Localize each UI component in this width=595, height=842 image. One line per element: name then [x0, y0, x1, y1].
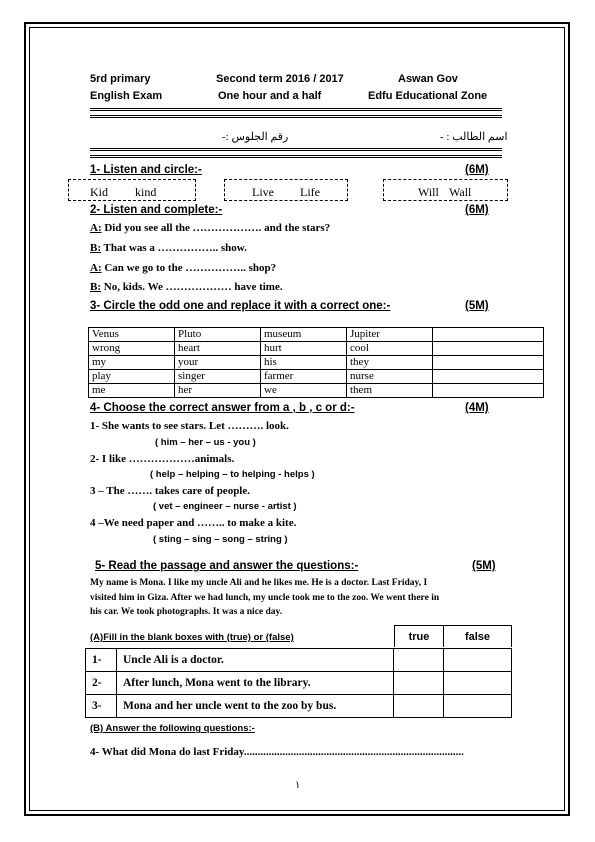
q1-word: Life [300, 185, 320, 199]
table-cell: her [175, 384, 261, 398]
table-cell: hurt [261, 342, 347, 356]
answer-cell[interactable] [433, 328, 544, 342]
row-number: 2- [86, 672, 117, 695]
student-name-field: اسم الطالب : - [440, 131, 508, 143]
table-cell: we [261, 384, 347, 398]
q4-title: 4- Choose the correct answer from a , b , c or d:- [90, 402, 355, 414]
statement: Uncle Ali is a doctor. [117, 649, 394, 672]
answer-cell[interactable] [433, 356, 544, 370]
q4-question: 3 – The ……. takes care of people. [90, 485, 250, 497]
q4-marks: (4M) [465, 402, 489, 414]
q1-word: Live [252, 185, 274, 199]
term-label: Second term 2016 / 2017 [216, 73, 344, 85]
true-false-table [85, 648, 512, 718]
table-cell: Pluto [175, 328, 261, 342]
table-cell: them [347, 384, 433, 398]
page-number: ١ [295, 780, 301, 791]
q4-options: ( vet – engineer – nurse - artist ) [153, 501, 297, 512]
passage-line: My name is Mona. I like my uncle Ali and he likes me. He is a doctor. Last Friday, I [90, 578, 428, 588]
dialogue-line: B: That was a …………….. show. [90, 242, 247, 254]
table-cell: Venus [89, 328, 175, 342]
duration-label: One hour and a half [218, 90, 322, 102]
passage-line: his car. We took photographs. It was a nice day. [90, 607, 283, 617]
table-cell: play [89, 370, 175, 384]
q1-marks: (6M) [465, 164, 489, 176]
row-number: 3- [86, 695, 117, 718]
separator-line [90, 148, 502, 151]
q3-marks: (5M) [465, 300, 489, 312]
q1-group-1 [68, 179, 196, 201]
true-cell[interactable] [394, 695, 444, 718]
q2-title: 2- Listen and complete:- [90, 204, 223, 216]
dialogue-line: A: Can we go to the …………….. shop? [90, 262, 277, 274]
table-cell: nurse [347, 370, 433, 384]
answer-cell[interactable] [433, 384, 544, 398]
table-cell: your [175, 356, 261, 370]
q4-question: 4 –We need paper and …….. to make a kite. [90, 517, 297, 529]
table-row [89, 370, 544, 384]
q1-group-3 [383, 179, 508, 201]
table-cell: his [261, 356, 347, 370]
q1-word: Will [418, 185, 439, 199]
q3-title: 3- Circle the odd one and replace it with a correct one:- [90, 300, 391, 312]
false-header: false [443, 625, 512, 647]
zone-label: Edfu Educational Zone [368, 90, 488, 102]
table-cell: Jupiter [347, 328, 433, 342]
table-cell: my [89, 356, 175, 370]
q4-options: ( him – her – us - you ) [155, 437, 256, 448]
q1-word: kind [135, 185, 157, 199]
q4-options: ( help – helping – to helping - helps ) [150, 469, 315, 480]
table-cell: singer [175, 370, 261, 384]
q1-word: Kid [90, 185, 108, 199]
q4-question: 1- She wants to see stars. Let ………. look. [90, 420, 289, 432]
table-cell: me [89, 384, 175, 398]
table-cell: farmer [261, 370, 347, 384]
part-a-title: (A)Fill in the blank boxes with (true) or (false) [90, 632, 294, 643]
q5-marks: (5M) [472, 560, 496, 572]
table-row [89, 328, 544, 342]
table-cell: heart [175, 342, 261, 356]
false-cell[interactable] [444, 672, 512, 695]
table-row [86, 649, 512, 672]
grade-label: 5rd primary [90, 73, 151, 85]
table-row [89, 342, 544, 356]
separator-line [90, 108, 502, 111]
table-row [86, 695, 512, 718]
q4-question: 2- I like ………………animals. [90, 453, 235, 465]
statement: Mona and her uncle went to the zoo by bus. [117, 695, 394, 718]
table-cell: they [347, 356, 433, 370]
dialogue-line: B: No, kids. We ……………… have time. [90, 281, 283, 293]
true-header: true [394, 625, 444, 647]
table-row [86, 672, 512, 695]
table-cell: museum [261, 328, 347, 342]
separator-line [90, 115, 502, 118]
governorate-label: Aswan Gov [398, 73, 458, 85]
false-cell[interactable] [444, 695, 512, 718]
answer-cell[interactable] [433, 370, 544, 384]
odd-one-table [88, 327, 544, 398]
true-cell[interactable] [394, 649, 444, 672]
q1-group-2 [224, 179, 348, 201]
q1-title: 1- Listen and circle:- [90, 164, 202, 176]
row-number: 1- [86, 649, 117, 672]
table-cell: cool [347, 342, 433, 356]
part-b-question: 4- What did Mona do last Friday................................................................................ [90, 746, 464, 758]
exam-label: English Exam [90, 90, 163, 102]
seat-number-field: رقم الجلوس :- [222, 131, 289, 143]
passage-line: visited him in Giza. After we had lunch, my uncle took me to the zoo. We went there in [90, 593, 440, 603]
statement: After lunch, Mona went to the library. [117, 672, 394, 695]
q5-title: 5- Read the passage and answer the questions:- [95, 560, 359, 572]
table-row [89, 384, 544, 398]
table-cell: wrong [89, 342, 175, 356]
dialogue-line: A: Did you see all the ………………. and the stars? [90, 222, 331, 234]
table-row [89, 356, 544, 370]
false-cell[interactable] [444, 649, 512, 672]
q2-marks: (6M) [465, 204, 489, 216]
part-b-title: (B) Answer the following questions:- [90, 723, 255, 734]
true-cell[interactable] [394, 672, 444, 695]
answer-cell[interactable] [433, 342, 544, 356]
separator-line [90, 155, 502, 158]
q4-options: ( sting – sing – song – string ) [153, 534, 288, 545]
q1-word: Wall [449, 185, 472, 199]
